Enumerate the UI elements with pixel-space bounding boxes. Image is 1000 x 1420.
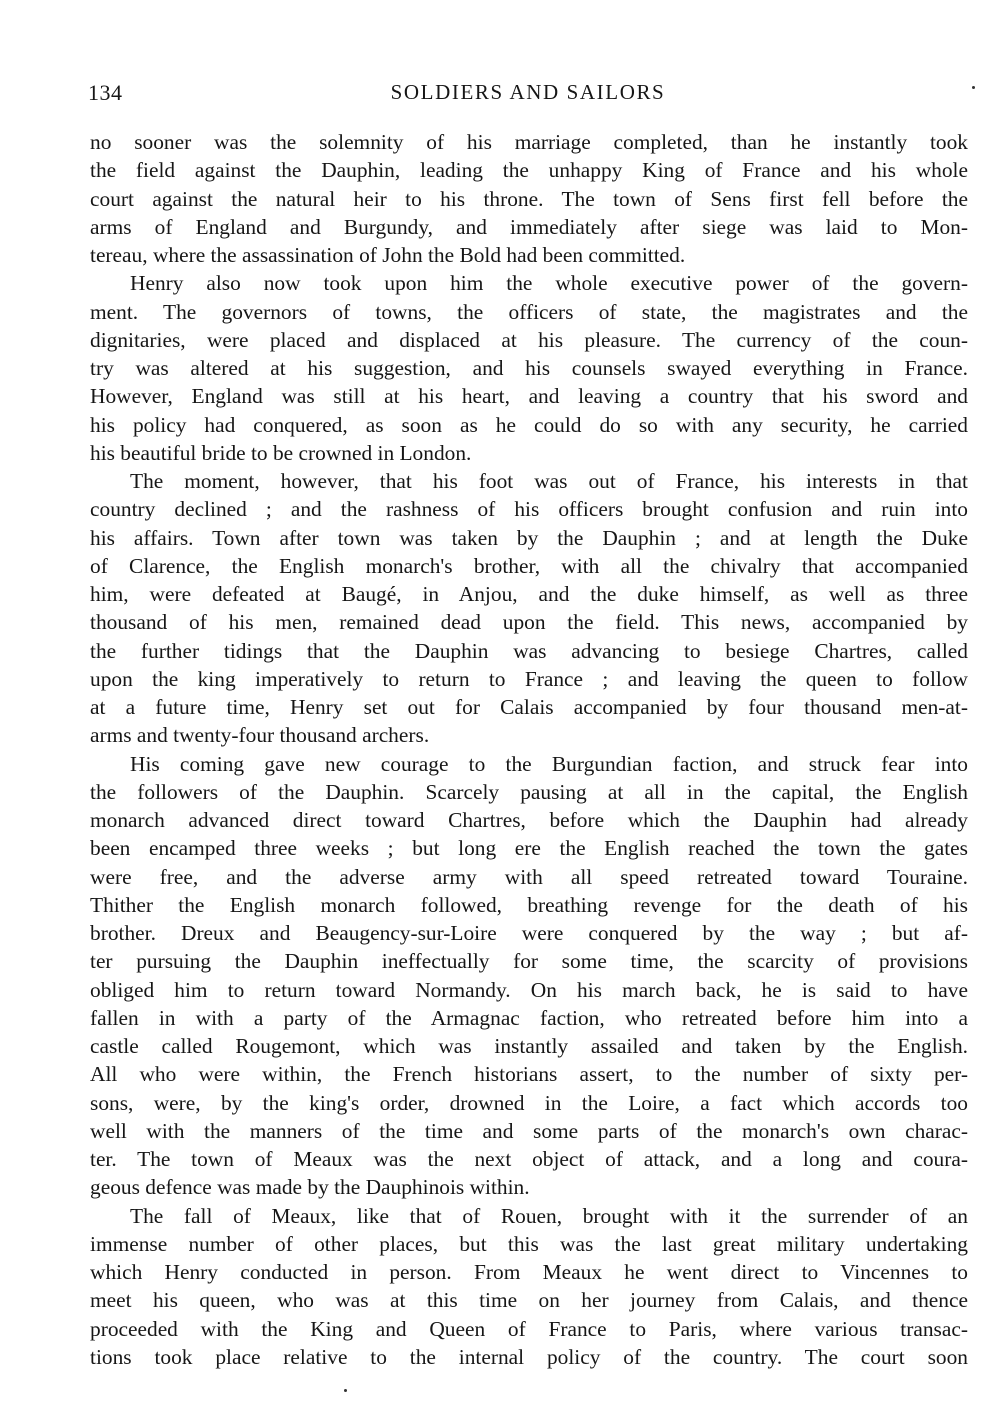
text-line: no sooner was the solemnity of his marriage completed, than he instantly took [90, 130, 968, 154]
text-line: obliged him to return toward Normandy. On his march back, he is said to have [90, 977, 968, 1002]
paragraph [90, 1202, 968, 1372]
text-line: dignitaries, were placed and displaced at his pleasure. The currency of the coun- [90, 327, 968, 352]
text-line: His coming gave new courage to the Burgundian faction, and struck fear into [130, 751, 968, 776]
text-line: ter. The town of Meaux was the next object of attack, and a long and coura- [90, 1147, 968, 1171]
text-line: tereau, where the assassination of John the Bold had been committed. [90, 243, 686, 267]
text-line: his policy had conquered, as soon as he could do so with any security, he carried [90, 412, 968, 437]
text-line: of Clarence, the English monarch's brother, with all the chivalry that accompanied [90, 553, 968, 578]
page-header [88, 80, 968, 110]
text-line: sons, were, by the king's order, drowned in the Loire, a fact which accords too [90, 1090, 968, 1115]
text-line: country declined ; and the rashness of his officers brought confusion and ruin into [90, 497, 968, 522]
text-line: proceeded with the King and Queen of France to Paris, where various transac- [90, 1316, 968, 1341]
text-line: monarch advanced direct toward Chartres, before which the Dauphin had already [90, 808, 968, 832]
text-line: try was altered at his suggestion, and his counsels swayed everything in France. [90, 356, 968, 380]
text-line: ter pursuing the Dauphin ineffectually for some time, the scarcity of provisions [90, 949, 968, 974]
text-line: at a future time, Henry set out for Calais accompanied by four thousand men-at- [90, 695, 968, 719]
text-line: arms of England and Burgundy, and immediately after siege was laid to Mon- [90, 214, 968, 239]
paragraph [90, 128, 968, 269]
text-line: However, England was still at his heart, and leaving a country that his sword and [90, 384, 968, 409]
text-line: court against the natural heir to his throne. The town of Sens first fell before the [90, 186, 968, 211]
text-line: geous defence was made by the Dauphinois within. [90, 1175, 530, 1200]
text-line: immense number of other places, but this was the last great military undertaking [90, 1231, 968, 1256]
text-line: meet his queen, who was at this time on her journey from Calais, and thence [90, 1288, 968, 1313]
text-line: The moment, however, that his foot was out of France, his interests in that [130, 469, 968, 493]
text-line: ment. The governors of towns, the officers of state, the magistrates and the [90, 299, 968, 324]
text-line: his affairs. Town after town was taken by the Dauphin ; and at length the Duke [90, 525, 968, 550]
text-line: castle called Rougemont, which was instantly assailed and taken by the English. [90, 1034, 968, 1058]
text-line: the further tidings that the Dauphin was advancing to besiege Chartres, called [90, 638, 968, 663]
text-line: his beautiful bride to be crowned in London. [90, 440, 472, 465]
print-speck [344, 1389, 347, 1392]
text-line: tions took place relative to the internal policy of the country. The court soon [90, 1344, 968, 1369]
paragraph [90, 750, 968, 1202]
text-line: thousand of his men, remained dead upon the field. This news, accompanied by [90, 610, 968, 635]
text-line: been encamped three weeks ; but long ere the English reached the town the gates [90, 836, 968, 861]
text-line: fallen in with a party of the Armagnac faction, who retreated before him into a [90, 1005, 968, 1030]
text-line: the followers of the Dauphin. Scarcely pausing at all in the capital, the English [90, 779, 968, 804]
paragraph [90, 269, 968, 467]
text-line: upon the king imperatively to return to France ; and leaving the queen to follow [90, 666, 968, 691]
text-line: All who were within, the French historians assert, to the number of sixty per- [90, 1062, 968, 1087]
text-line: were free, and the adverse army with all speed retreated toward Touraine. [90, 864, 968, 889]
text-line: Thither the English monarch followed, breathing revenge for the death of his [90, 892, 968, 917]
print-speck [972, 86, 975, 89]
text-line: the field against the Dauphin, leading the unhappy King of France and his whole [90, 158, 968, 183]
page-number: 134 [88, 80, 123, 105]
text-line: well with the manners of the time and some parts of the monarch's own charac- [90, 1118, 968, 1143]
text-line: him, were defeated at Baugé, in Anjou, and the duke himself, as well as three [90, 582, 968, 606]
text-line: The fall of Meaux, like that of Rouen, brought with it the surrender of an [130, 1203, 968, 1228]
text-line: Henry also now took upon him the whole executive power of the govern- [130, 271, 968, 296]
text-line: brother. Dreux and Beaugency-sur-Loire were conquered by the way ; but af- [90, 921, 968, 945]
paragraph [90, 467, 968, 750]
running-title: SOLDIERS AND SAILORS [390, 80, 666, 104]
text-line: arms and twenty-four thousand archers. [90, 723, 430, 748]
text-line: which Henry conducted in person. From Meaux he went direct to Vincennes to [90, 1260, 968, 1284]
body-text [90, 128, 968, 1371]
